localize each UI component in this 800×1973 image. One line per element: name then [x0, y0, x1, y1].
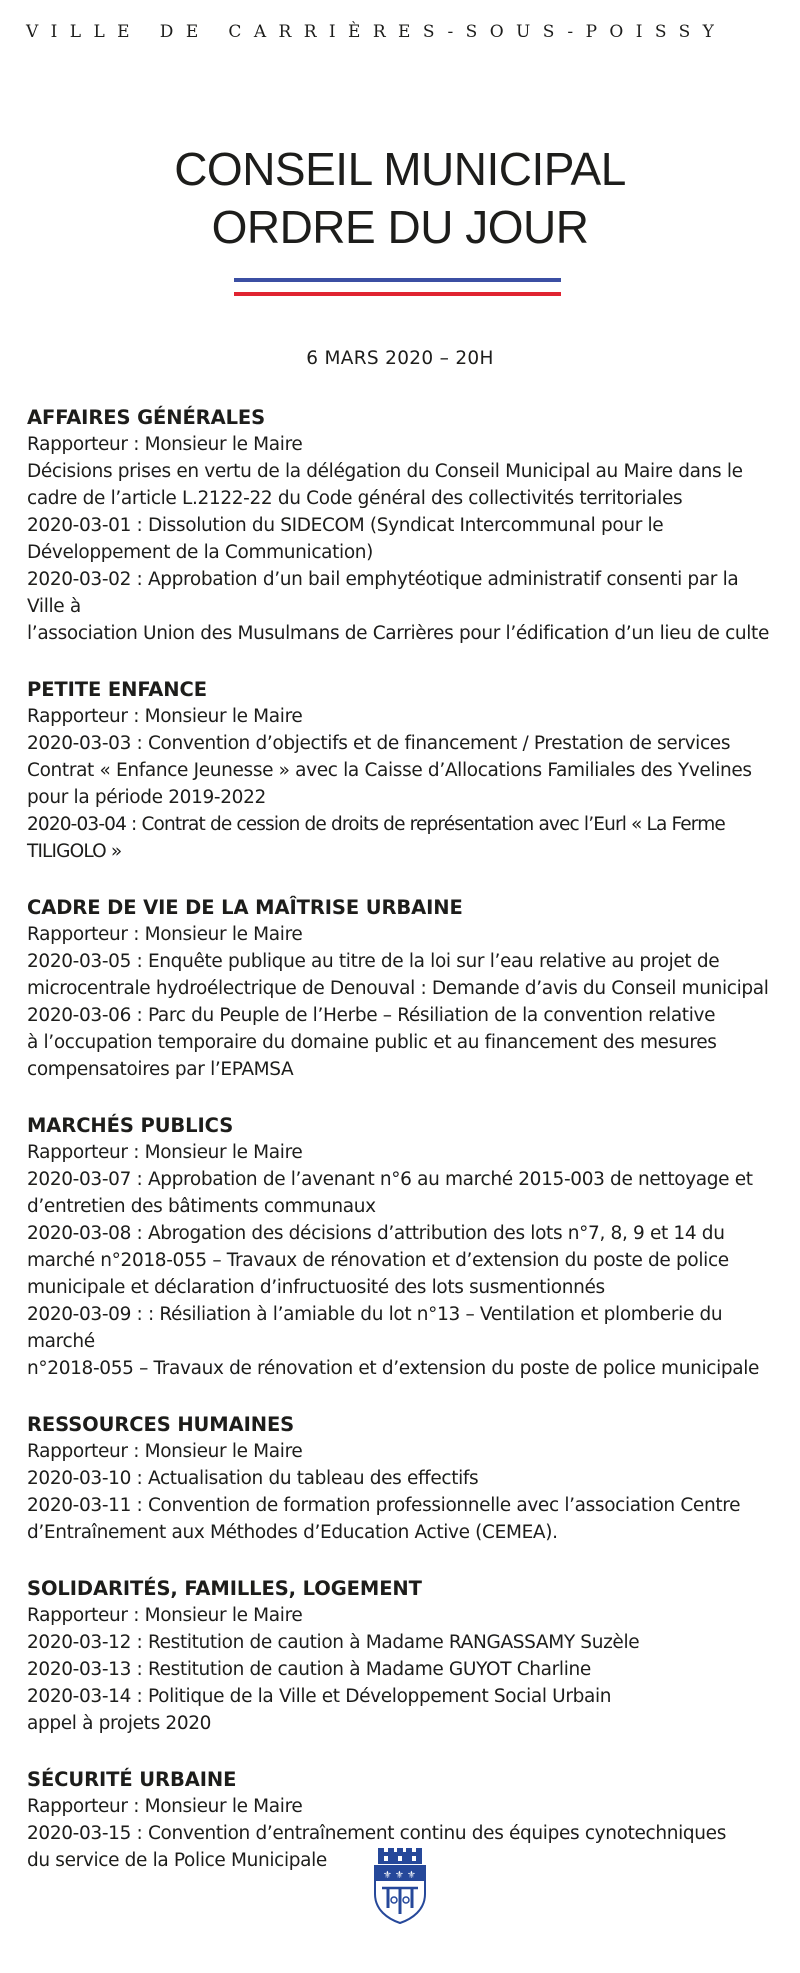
meeting-date: 6 MARS 2020 – 20H — [306, 348, 494, 369]
svg-text:⚜: ⚜ — [383, 1870, 392, 1881]
agenda-item-line: 2020-03-08 : Abrogation des décisions d’attribution des lots n°7, 8, 9 et 14 du — [27, 1223, 725, 1244]
rapporteur-line: Rapporteur : Monsieur le Maire — [27, 1142, 303, 1163]
city-crest-icon — [372, 1848, 428, 1924]
agenda-item-line: d’Entraînement aux Méthodes d’Education Active (CEMEA). — [27, 1522, 558, 1543]
agenda-item-line: n°2018-055 – Travaux de rénovation et d’extension du poste de police municipale — [27, 1358, 760, 1379]
agenda-item-line: 2020-03-15 : Convention d’entraînement continu des équipes cynotechniques — [27, 1823, 726, 1844]
agenda-item-line: Développement de la Communication) — [27, 542, 374, 563]
agenda-item-line: l’association Union des Musulmans de Carrières pour l’édification d’un lieu de culte — [27, 623, 769, 644]
agenda-section — [27, 1112, 777, 1382]
agenda-item-line: à l’occupation temporaire du domaine public et au financement des mesures — [27, 1032, 717, 1053]
section-title: AFFAIRES GÉNÉRALES — [27, 406, 266, 429]
agenda-item-line: 2020-03-01 : Dissolution du SIDECOM (Syndicat Intercommunal pour le — [27, 515, 664, 536]
agenda-item-line: 2020-03-11 : Convention de formation professionnelle avec l’association Centre — [27, 1495, 741, 1516]
agenda-item-line: 2020-03-04 : Contrat de cession de droits de représentation avec l’Eurl « La Ferme TILIGOLO » — [27, 814, 725, 862]
agenda-item-line: 2020-03-14 : Politique de la Ville et Développement Social Urbain — [27, 1686, 612, 1707]
agenda-item-line: cadre de l’article L.2122-22 du Code général des collectivités territoriales — [27, 488, 683, 509]
city-header: VILLE DE CARRIÈRES-SOUS-POISSY — [26, 22, 727, 42]
section-title: SÉCURITÉ URBAINE — [27, 1768, 237, 1791]
svg-text:⚜: ⚜ — [395, 1870, 404, 1881]
title-line-2: ORDRE DU JOUR — [211, 201, 589, 253]
agenda-item-line: 2020-03-10 : Actualisation du tableau des effectifs — [27, 1468, 479, 1489]
agenda-item-line: du service de la Police Municipale — [27, 1850, 327, 1871]
agenda-item-line: Contrat « Enfance Jeunesse » avec la Caisse d’Allocations Familiales des Yvelines — [27, 760, 752, 781]
divider-blue — [234, 278, 561, 282]
rapporteur-line: Rapporteur : Monsieur le Maire — [27, 924, 303, 945]
agenda-item-line: microcentrale hydroélectrique de Denouval : Demande d’avis du Conseil municipal — [27, 978, 769, 999]
agenda-section — [27, 404, 777, 647]
agenda-section — [27, 676, 777, 865]
rapporteur-line: Rapporteur : Monsieur le Maire — [27, 1796, 303, 1817]
rapporteur-line: Rapporteur : Monsieur le Maire — [27, 1441, 303, 1462]
agenda-section — [27, 894, 777, 1083]
agenda-content — [27, 404, 777, 1903]
rapporteur-line: Rapporteur : Monsieur le Maire — [27, 434, 303, 455]
section-title: MARCHÉS PUBLICS — [27, 1114, 234, 1137]
agenda-item-line: pour la période 2019-2022 — [27, 787, 266, 808]
agenda-item-line: 2020-03-06 : Parc du Peuple de l’Herbe – Résiliation de la convention relative — [27, 1005, 716, 1026]
agenda-item-line: d’entretien des bâtiments communaux — [27, 1196, 376, 1217]
page-title — [0, 140, 800, 256]
agenda-section — [27, 1411, 777, 1546]
agenda-item-line: marché n°2018-055 – Travaux de rénovation et d’extension du poste de police — [27, 1250, 729, 1271]
agenda-item-line: Décisions prises en vertu de la délégation du Conseil Municipal au Maire dans le — [27, 461, 743, 482]
rapporteur-line: Rapporteur : Monsieur le Maire — [27, 1605, 303, 1626]
agenda-item-line: 2020-03-09 : : Résiliation à l’amiable du lot n°13 – Ventilation et plomberie du marché — [27, 1304, 723, 1352]
section-title: RESSOURCES HUMAINES — [27, 1413, 295, 1436]
section-title: CADRE DE VIE DE LA MAÎTRISE URBAINE — [27, 896, 463, 919]
agenda-item-line: appel à projets 2020 — [27, 1713, 212, 1734]
agenda-section — [27, 1575, 777, 1737]
agenda-item-line: 2020-03-13 : Restitution de caution à Madame GUYOT Charline — [27, 1659, 591, 1680]
section-title: PETITE ENFANCE — [27, 678, 207, 701]
divider-red — [234, 292, 561, 296]
agenda-item-line: compensatoires par l’EPAMSA — [27, 1059, 294, 1080]
rapporteur-line: Rapporteur : Monsieur le Maire — [27, 706, 303, 727]
agenda-item-line: 2020-03-05 : Enquête publique au titre de la loi sur l’eau relative au projet de — [27, 951, 720, 972]
section-title: SOLIDARITÉS, FAMILLES, LOGEMENT — [27, 1577, 422, 1600]
agenda-item-line: 2020-03-03 : Convention d’objectifs et de financement / Prestation de services — [27, 733, 731, 754]
agenda-item-line: 2020-03-02 : Approbation d’un bail emphytéotique administratif consenti par la Ville à — [27, 569, 739, 617]
agenda-item-line: 2020-03-07 : Approbation de l’avenant n°6 au marché 2015-003 de nettoyage et — [27, 1169, 753, 1190]
svg-text:⚜: ⚜ — [407, 1870, 416, 1881]
agenda-item-line: 2020-03-12 : Restitution de caution à Madame RANGASSAMY Suzèle — [27, 1632, 640, 1653]
title-line-1: CONSEIL MUNICIPAL — [174, 143, 626, 195]
agenda-item-line: municipale et déclaration d’infructuosité des lots susmentionnés — [27, 1277, 605, 1298]
